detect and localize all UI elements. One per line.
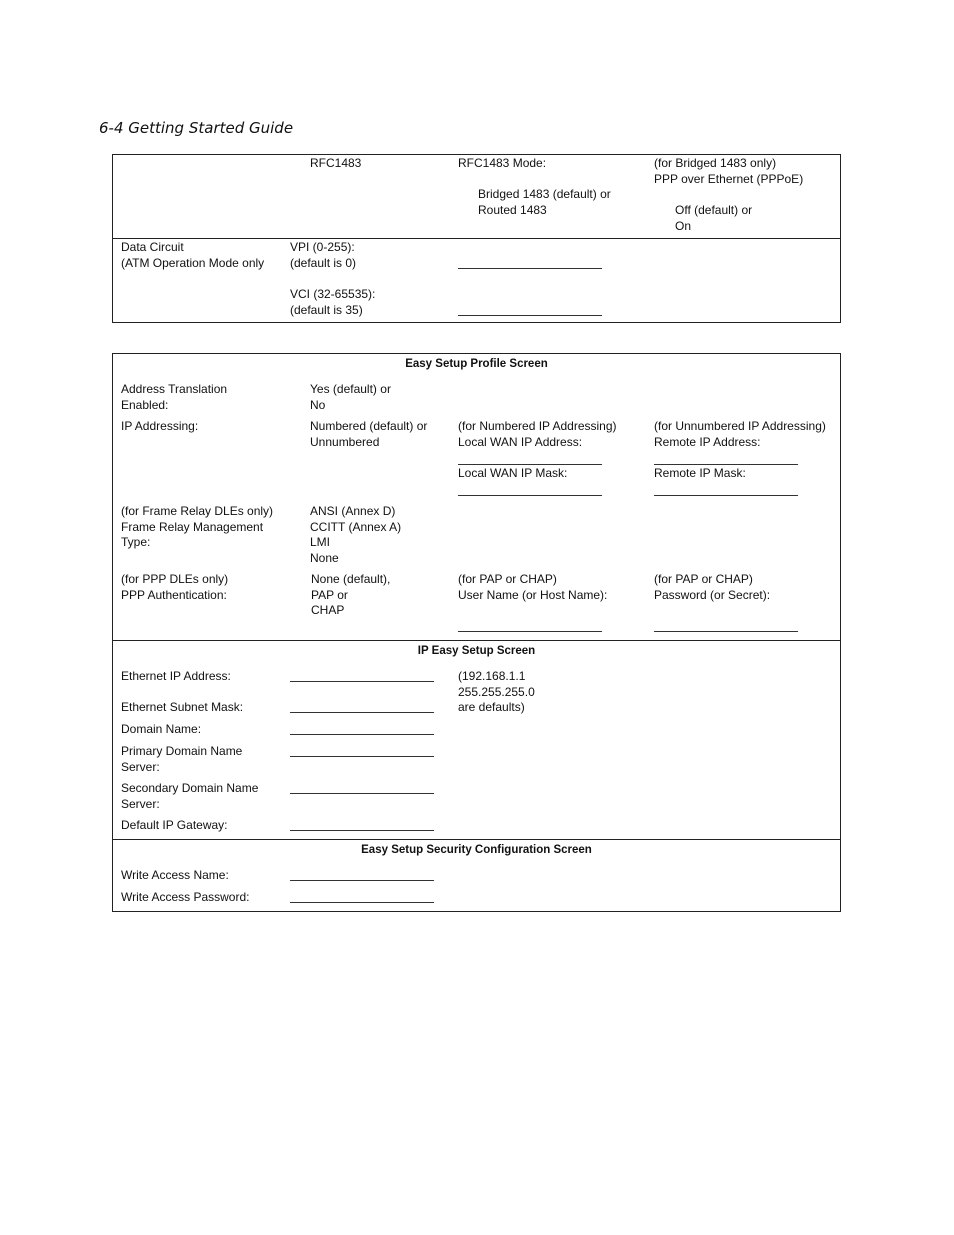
data-circuit-label: Data Circuit (ATM Operation Mode only <box>121 240 265 270</box>
pppoe-note: (for Bridged 1483 only) PPP over Ethernet (PPPoE) <box>654 156 804 186</box>
ethernet-mask-blank <box>290 712 434 713</box>
ip-defaults-note: (192.168.1.1 255.255.255.0 are defaults) <box>458 669 535 714</box>
ip-addressing-options: Numbered (default) or Unnumbered <box>310 419 428 449</box>
write-access-name-label: Write Access Name: <box>121 868 229 882</box>
password-label: (for PAP or CHAP) Password (or Secret): <box>654 572 771 602</box>
ip-setup-heading: IP Easy Setup Screen <box>417 645 536 657</box>
vci-blank <box>458 315 602 316</box>
domain-name-blank <box>290 734 434 735</box>
gateway-blank <box>290 830 434 831</box>
primary-dns-blank <box>290 756 434 757</box>
rfc1483-table <box>112 154 841 323</box>
remote-mask-blank <box>654 495 798 496</box>
setup-screens-table <box>112 353 841 912</box>
primary-dns-label: Primary Domain Name Server: <box>121 744 243 774</box>
domain-name-label: Domain Name: <box>121 722 202 736</box>
rfc1483-mode-label: RFC1483 Mode: <box>458 156 547 170</box>
vci-label: VCI (32-65535): (default is 35) <box>290 287 376 317</box>
write-access-password-label: Write Access Password: <box>121 890 250 904</box>
ppp-auth-options: None (default), PAP or CHAP <box>311 572 391 617</box>
security-heading: Easy Setup Security Configuration Screen <box>361 844 592 856</box>
user-name-label: (for PAP or CHAP) User Name (or Host Name): <box>458 572 608 602</box>
numbered-ip-header: (for Numbered IP Addressing) Local WAN IP Address: <box>458 419 617 449</box>
vpi-blank <box>458 268 602 269</box>
local-wan-ip-blank <box>458 464 602 465</box>
gateway-label: Default IP Gateway: <box>121 818 228 832</box>
address-translation-label: Address Translation Enabled: <box>121 382 228 412</box>
frame-relay-label: (for Frame Relay DLEs only) Frame Relay Management Type: <box>121 504 274 549</box>
ppp-auth-label: (for PPP DLEs only) PPP Authentication: <box>121 572 229 602</box>
write-access-password-blank <box>290 902 434 903</box>
remote-mask-label: Remote IP Mask: <box>654 466 746 480</box>
write-access-name-blank <box>290 880 434 881</box>
ethernet-mask-label: Ethernet Subnet Mask: <box>121 700 244 714</box>
password-blank <box>654 631 798 632</box>
user-name-blank <box>458 631 602 632</box>
rfc1483-label: RFC1483 <box>310 156 362 170</box>
pppoe-options: Off (default) or On <box>675 203 753 233</box>
section-divider <box>113 640 840 641</box>
secondary-dns-label: Secondary Domain Name Server: <box>121 781 259 811</box>
frame-relay-options: ANSI (Annex D) CCITT (Annex A) LMI None <box>310 504 402 565</box>
remote-ip-blank <box>654 464 798 465</box>
rfc1483-mode-options: Bridged 1483 (default) or Routed 1483 <box>478 187 611 217</box>
profile-heading: Easy Setup Profile Screen <box>405 358 548 370</box>
address-translation-options: Yes (default) or No <box>310 382 391 412</box>
secondary-dns-blank <box>290 793 434 794</box>
unnumbered-ip-header: (for Unnumbered IP Addressing) Remote IP Address: <box>654 419 826 449</box>
vpi-label: VPI (0-255): (default is 0) <box>290 240 357 270</box>
ethernet-ip-blank <box>290 681 434 682</box>
ip-addressing-label: IP Addressing: <box>121 419 199 433</box>
ethernet-ip-label: Ethernet IP Address: <box>121 669 231 683</box>
page-header: 6-4 Getting Started Guide <box>99 119 294 137</box>
local-wan-mask-blank <box>458 495 602 496</box>
local-wan-mask-label: Local WAN IP Mask: <box>458 466 568 480</box>
row-divider <box>113 238 840 239</box>
section-divider <box>113 839 840 840</box>
